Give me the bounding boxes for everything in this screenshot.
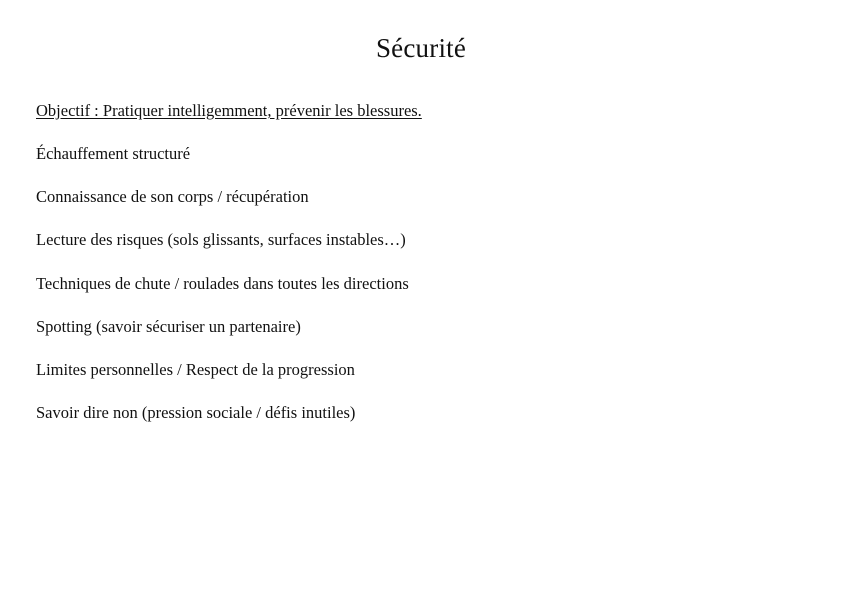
list-item: Savoir dire non (pression sociale / défis inutiles) [36,403,356,423]
list-item: Lecture des risques (sols glissants, surfaces instables…) [36,230,406,250]
security-points-list [36,143,409,445]
list-item: Connaissance de son corps / récupération [36,187,309,207]
list-item: Techniques de chute / roulades dans toutes les directions [36,273,409,293]
list-item: Spotting (savoir sécuriser un partenaire) [36,316,301,336]
objective-text: Objectif : Pratiquer intelligemment, prévenir les blessures. [36,101,422,120]
list-item: Échauffement structuré [36,144,191,163]
list-item: Limites personnelles / Respect de la progression [36,359,355,379]
page-title: Sécurité [375,33,467,63]
